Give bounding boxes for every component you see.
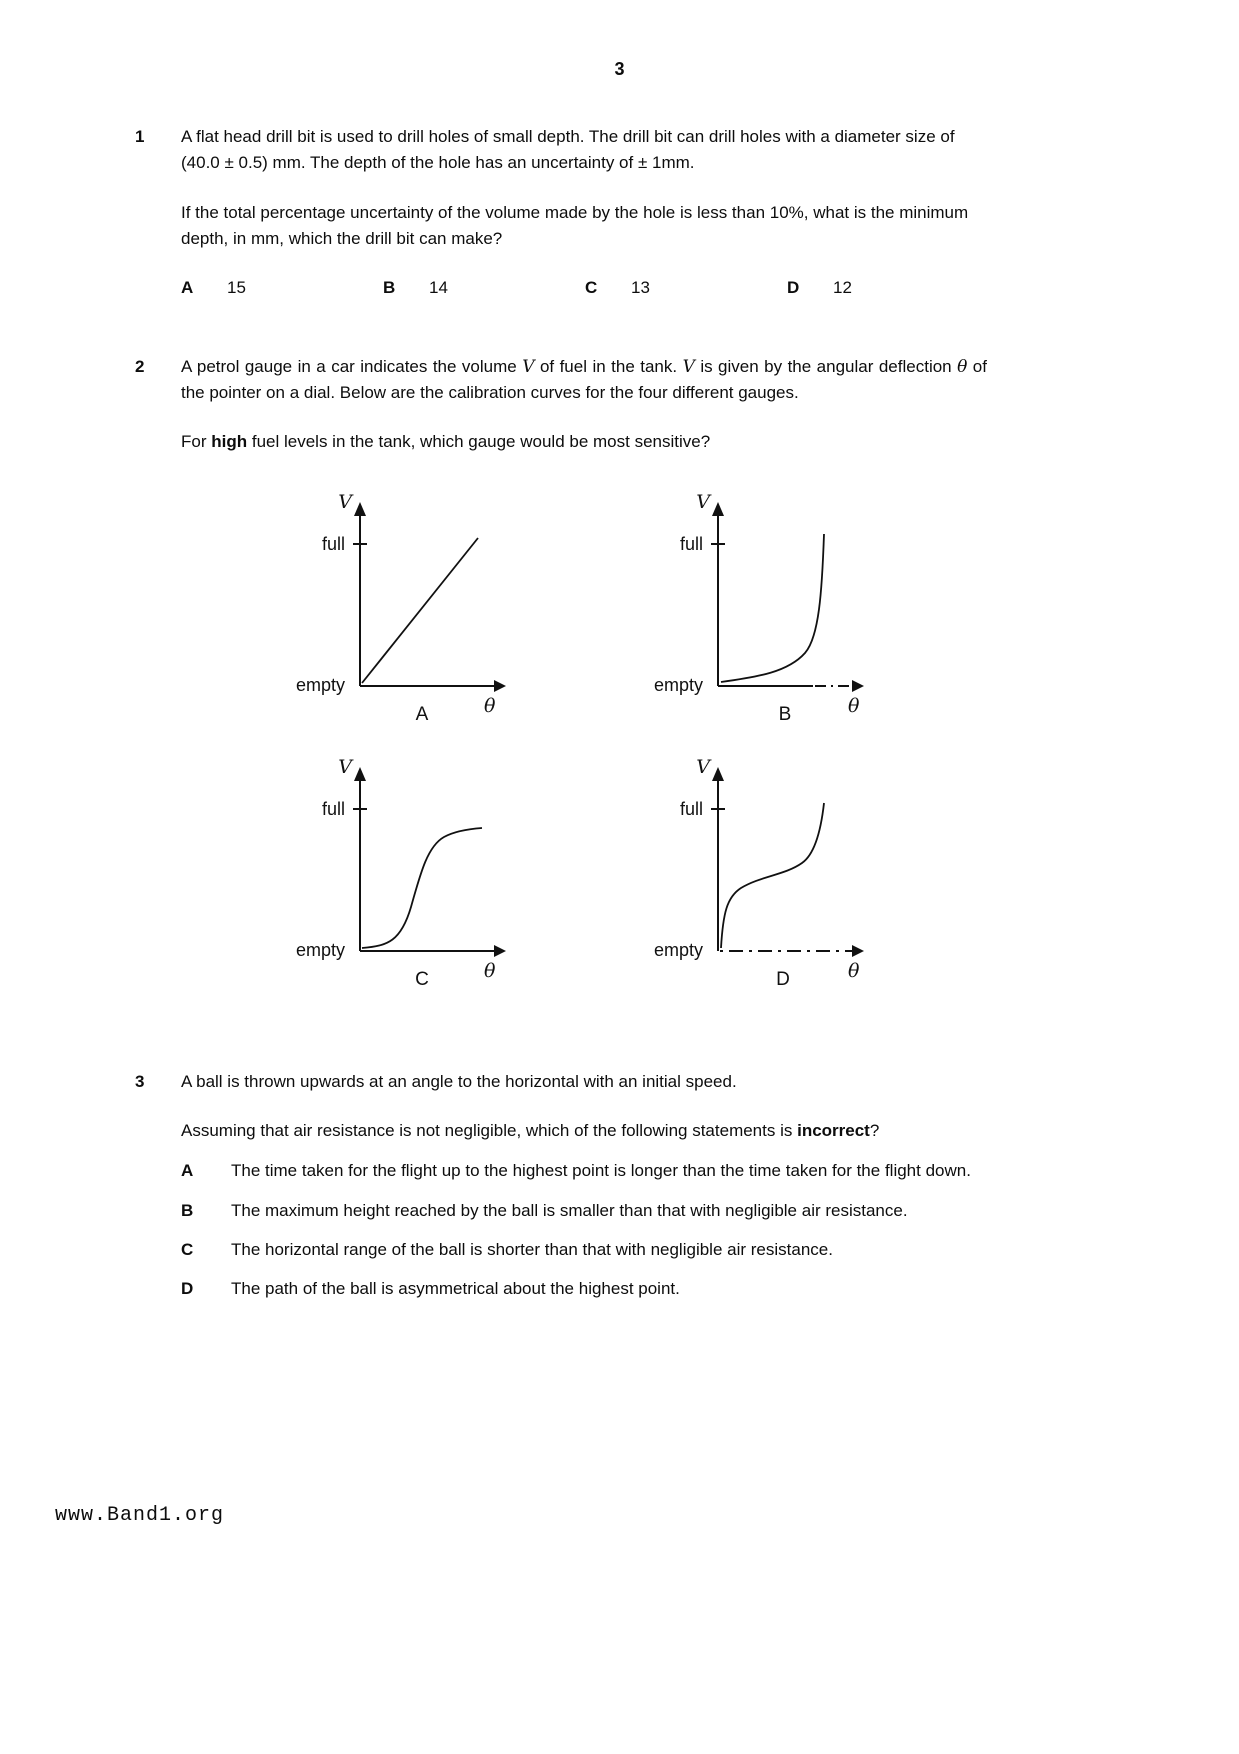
x-axis-arrow-icon xyxy=(852,945,864,957)
question-2-number: 2 xyxy=(135,356,145,376)
graph-letter-a: A xyxy=(415,703,429,724)
question-3 xyxy=(135,1069,987,1316)
q3-prompt-post: ? xyxy=(869,1120,880,1140)
full-label: full xyxy=(321,798,345,819)
option-d-value: 12 xyxy=(833,278,852,298)
question-1-number: 1 xyxy=(135,126,145,146)
y-axis-label: V xyxy=(338,755,352,778)
calibration-graph-d xyxy=(608,751,908,989)
question-3-text-1: A ball is thrown upwards at an angle to the horizontal with an initial speed. xyxy=(181,1071,737,1091)
empty-label: empty xyxy=(653,939,703,960)
option-a-letter: A xyxy=(181,278,194,298)
question-1-text-1: A flat head drill bit is used to drill holes of small depth. The drill bit can drill holes with a diameter size of (40.0 ± 0.5) mm. The depth of the hole has an uncertainty of ± 1mm. xyxy=(181,126,955,173)
x-axis-arrow-icon xyxy=(494,945,506,957)
footer-url: www.Band1.org xyxy=(55,1504,225,1527)
curve-plateau xyxy=(721,803,824,948)
y-axis-arrow-icon xyxy=(712,502,724,516)
option-b-text: The maximum height reached by the ball is smaller than that with negligible air resistance. xyxy=(231,1200,908,1220)
x-axis-label: θ xyxy=(848,694,860,717)
q3-prompt-pre: Assuming that air resistance is not negligible, which of the following statements is xyxy=(181,1120,798,1140)
option-c xyxy=(585,275,787,301)
q2-text-pre: A petrol gauge in a car indicates the volume xyxy=(181,356,523,376)
option-b-letter: B xyxy=(383,278,396,298)
q3-prompt-bold: incorrect xyxy=(797,1120,870,1140)
option-c-letter: C xyxy=(585,278,598,298)
question-2-body xyxy=(181,354,987,989)
question-1-text-2: If the total percentage uncertainty of the volume made by the hole is less than 10%, what is the minimum depth, in mm, which the drill bit can make? xyxy=(181,202,969,248)
full-label: full xyxy=(679,798,703,819)
graph-letter-b: B xyxy=(778,703,792,724)
full-label: full xyxy=(679,533,703,554)
question-2 xyxy=(135,354,987,989)
x-axis-label: θ xyxy=(484,694,496,717)
graph-letter-c: C xyxy=(415,968,429,989)
q2-text-mid2: is given by the angular deflection xyxy=(694,356,958,376)
option-a-letter: A xyxy=(181,1161,194,1181)
calibration-graphs xyxy=(250,486,987,989)
option-d xyxy=(787,275,989,301)
q2-prompt-pre: For xyxy=(181,432,212,452)
option-d-letter: D xyxy=(787,278,800,298)
question-1 xyxy=(135,124,987,302)
option-b xyxy=(383,275,585,301)
y-axis-label: V xyxy=(696,755,710,778)
calibration-graph-a xyxy=(250,486,550,724)
x-axis-label: θ xyxy=(848,959,860,982)
question-3-body xyxy=(181,1069,987,1316)
question-1-options xyxy=(181,275,989,301)
y-axis-arrow-icon xyxy=(712,767,724,781)
empty-label: empty xyxy=(295,939,345,960)
page-number: 3 xyxy=(614,59,625,79)
variable-theta: θ xyxy=(957,356,968,377)
question-2-text-1 xyxy=(181,354,987,407)
curve-sigmoid xyxy=(362,828,482,948)
y-axis-label: V xyxy=(338,490,352,513)
y-axis-label: V xyxy=(696,490,710,513)
graph-letter-d: D xyxy=(776,968,790,989)
option-a xyxy=(181,275,383,301)
option-a xyxy=(181,1158,987,1184)
question-1-body xyxy=(181,124,989,302)
variable-v: V xyxy=(522,356,535,377)
option-b-value: 14 xyxy=(429,278,448,298)
q2-text-mid1: of fuel in the tank. xyxy=(534,356,683,376)
calibration-graph-c xyxy=(250,751,550,989)
empty-label: empty xyxy=(295,674,345,695)
option-d-letter: D xyxy=(181,1279,194,1299)
option-c-text: The horizontal range of the ball is shorter than that with negligible air resistance. xyxy=(231,1240,833,1260)
x-axis-arrow-icon xyxy=(494,680,506,692)
option-c xyxy=(181,1237,987,1263)
option-b xyxy=(181,1198,987,1224)
option-d xyxy=(181,1276,987,1302)
q2-prompt-post: fuel levels in the tank, which gauge would be most sensitive? xyxy=(247,432,711,452)
option-a-value: 15 xyxy=(227,278,246,298)
curve-linear xyxy=(362,538,478,683)
q2-prompt-bold: high xyxy=(211,432,248,452)
option-b-letter: B xyxy=(181,1200,194,1220)
option-a-text: The time taken for the flight up to the highest point is longer than the time taken for the flight down. xyxy=(231,1161,971,1181)
option-c-letter: C xyxy=(181,1240,194,1260)
question-3-prompt xyxy=(181,1118,987,1144)
y-axis-arrow-icon xyxy=(354,502,366,516)
empty-label: empty xyxy=(653,674,703,695)
question-3-number: 3 xyxy=(135,1071,145,1091)
x-axis-label: θ xyxy=(484,959,496,982)
full-label: full xyxy=(321,533,345,554)
curve-exponential xyxy=(721,534,824,682)
q2-text-post: of the pointer on a dial. Below are the calibration curves for the four different gauges. xyxy=(181,356,987,402)
calibration-graph-b xyxy=(608,486,908,724)
question-2-prompt xyxy=(181,429,987,455)
x-axis-arrow-icon xyxy=(852,680,864,692)
variable-v: V xyxy=(682,356,695,377)
option-d-text: The path of the ball is asymmetrical about the highest point. xyxy=(231,1279,680,1299)
y-axis-arrow-icon xyxy=(354,767,366,781)
option-c-value: 13 xyxy=(631,278,650,298)
